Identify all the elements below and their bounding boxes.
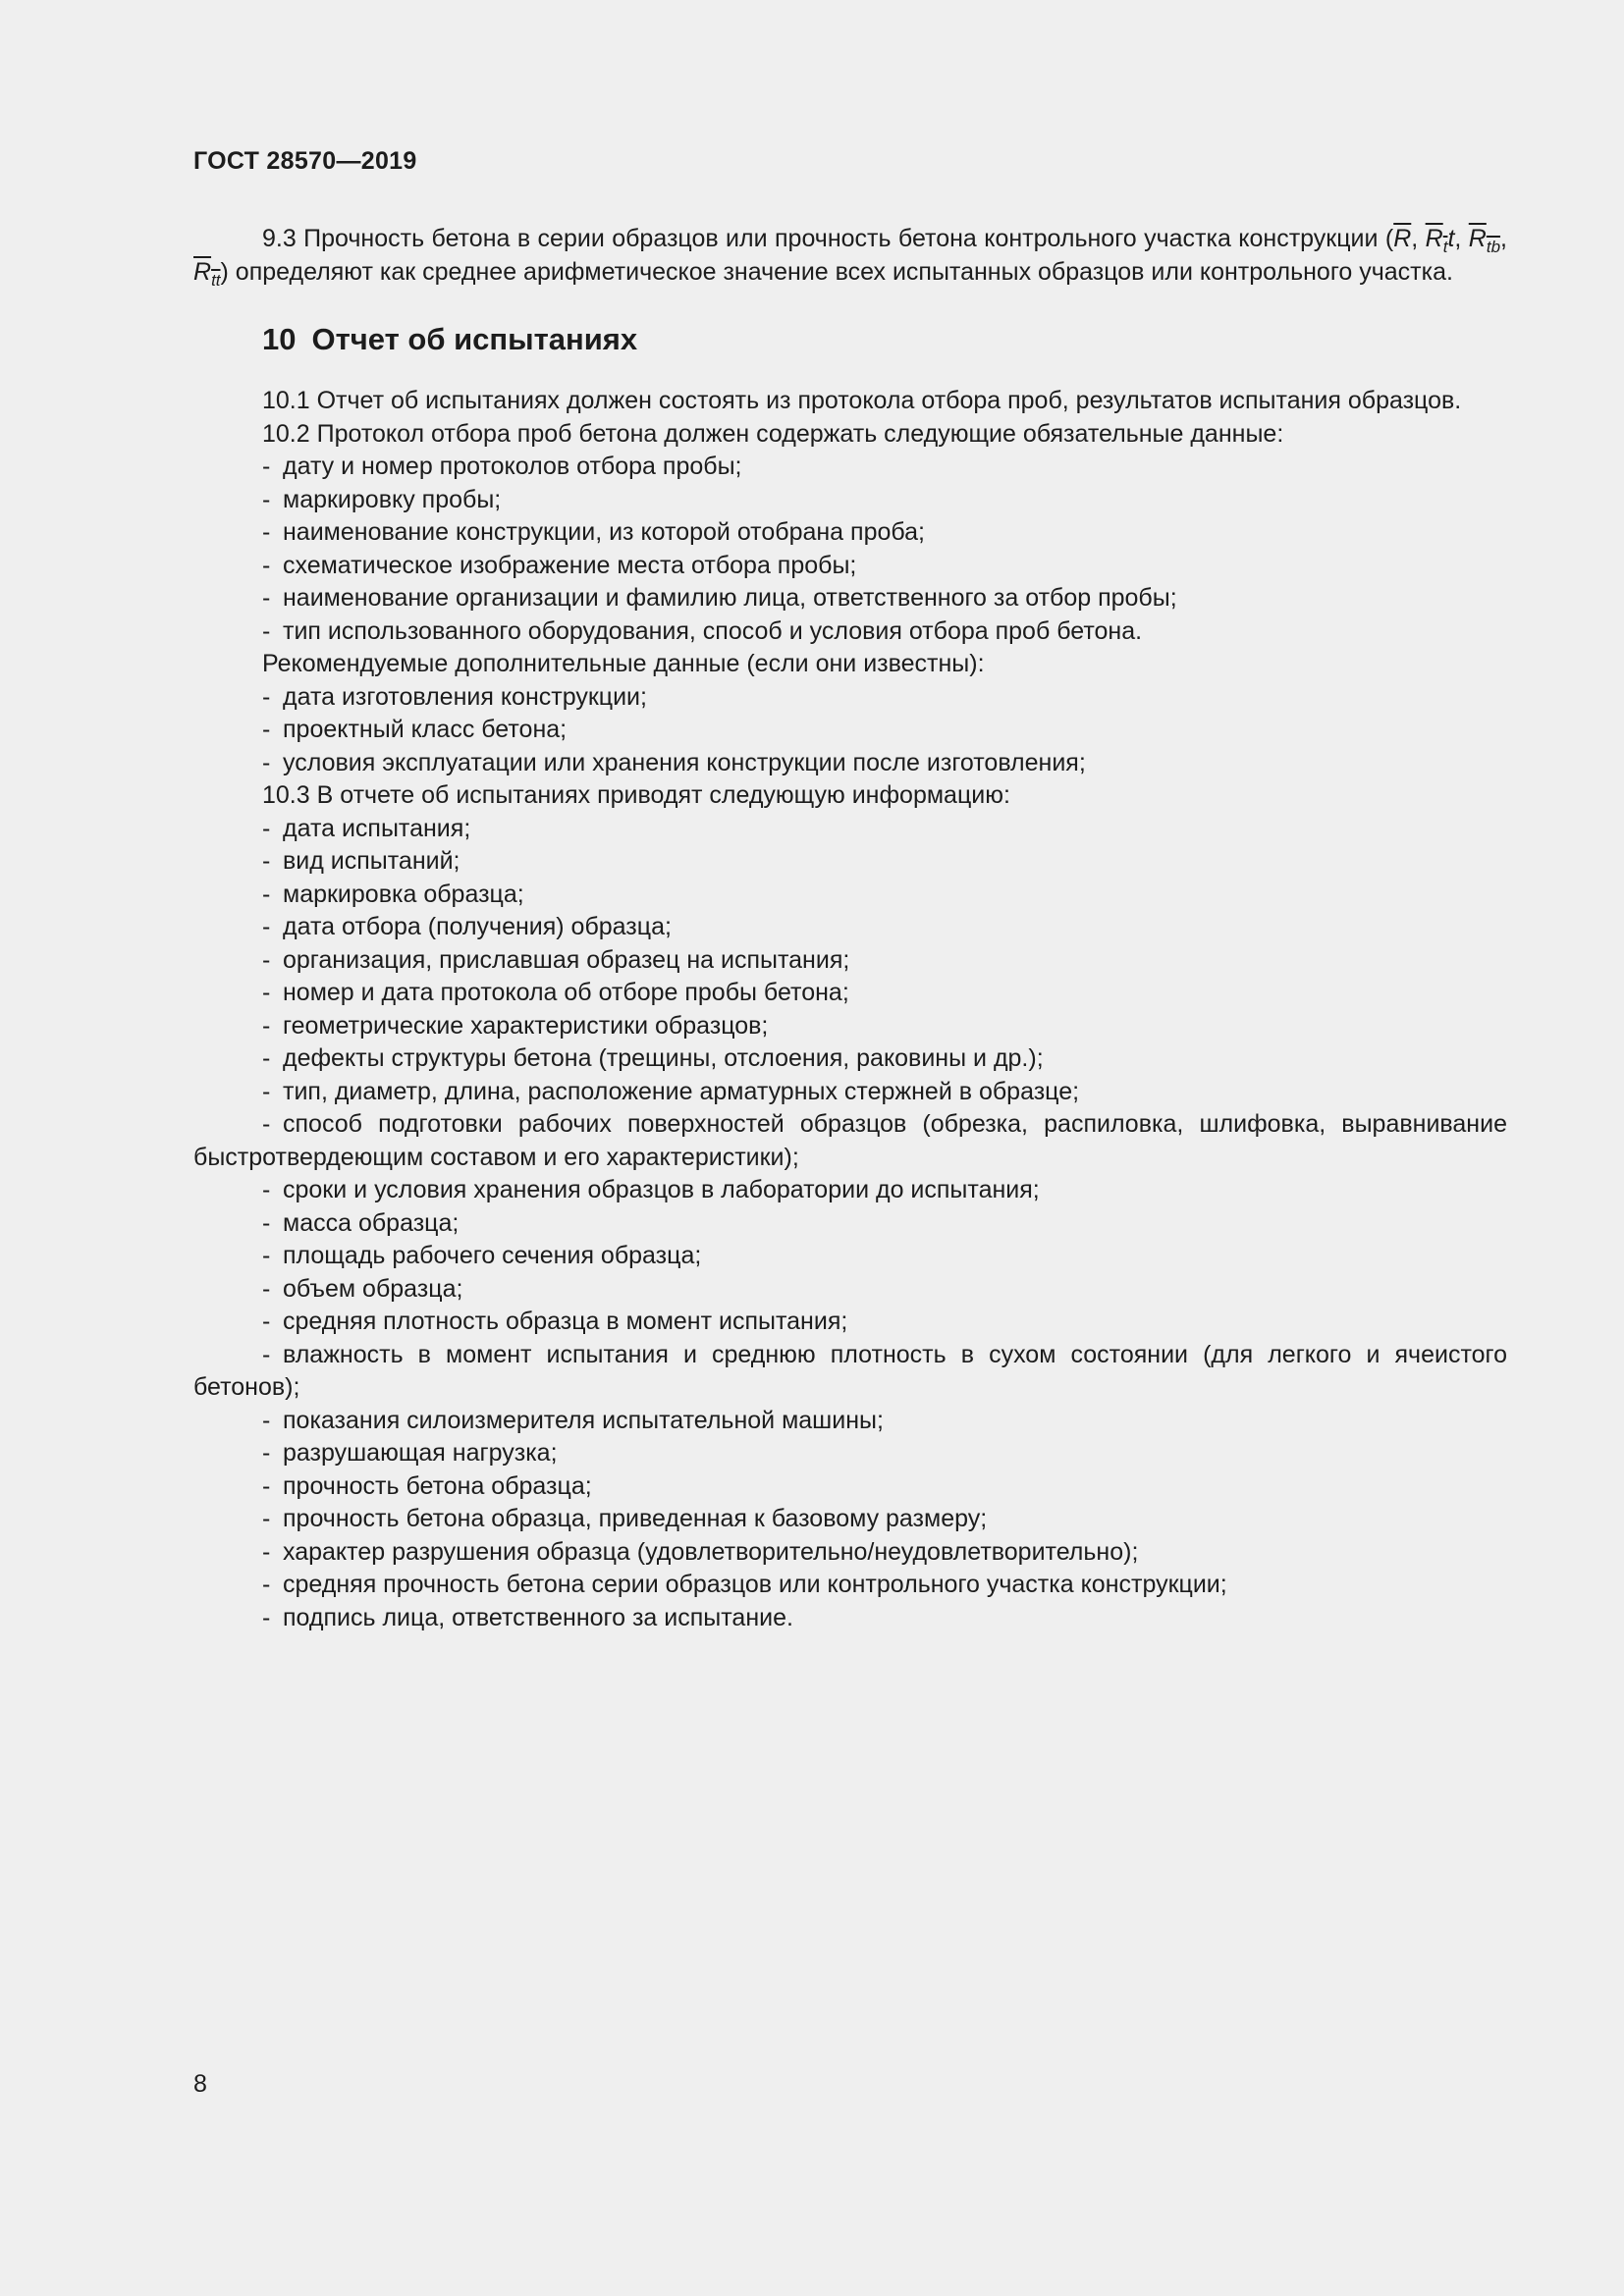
list-item-text: подпись лица, ответственного за испытание. (283, 1603, 793, 1631)
list-marker: - (262, 1439, 271, 1467)
symbol-rt-tail: t (1447, 225, 1455, 252)
section-title: Отчет об испытаниях (311, 322, 638, 356)
list-marker: - (262, 945, 271, 974)
list-marker: - (262, 1308, 271, 1335)
list-item (193, 1273, 1507, 1307)
document-body (193, 223, 1507, 1634)
paragraph-10-2: 10.2 Протокол отбора проб бетона должен содержать следующие обязательные данные: (262, 419, 1284, 448)
list-marker: - (262, 616, 271, 645)
list-item (193, 879, 1507, 912)
list-recommended (193, 681, 1507, 780)
list-item-text: дата изготовления конструкции; (283, 682, 647, 711)
list-item-text: маркировка образца; (283, 880, 524, 908)
list-item (193, 451, 1507, 484)
list-item (193, 615, 1507, 649)
list-item (193, 1108, 1507, 1174)
list-item-text: сроки и условия хранения образцов в лаборатории до испытания; (283, 1176, 1040, 1203)
paragraph-10-3: 10.3 В отчете об испытаниях приводят следующую информацию: (262, 781, 1010, 809)
list-marker: - (262, 979, 271, 1006)
list-item (193, 944, 1507, 978)
list-item (193, 582, 1507, 615)
symbol-rtt-mean: $R_{tt}$ (193, 257, 221, 290)
list-item (193, 1569, 1507, 1602)
symbol-rt-mean: $R_t$ (1425, 225, 1448, 256)
list-10-3 (193, 813, 1507, 1635)
list-item (193, 1339, 1507, 1405)
list-item (193, 813, 1507, 846)
list-marker: - (262, 453, 271, 480)
list-item-text: вид испытаний; (283, 847, 460, 875)
page-number: 8 (193, 2070, 207, 2098)
list-item-text: номер и дата протокола об отборе пробы бетона; (283, 979, 849, 1006)
list-item-text: наименование организации и фамилию лица, ответственного за отбор пробы; (283, 584, 1177, 612)
paragraph-10-1: 10.1 Отчет об испытаниях должен состоять из протокола отбора проб, результатов испытания образцов. (262, 387, 1462, 414)
list-item-text: влажность в момент испытания и среднюю плотность в сухом состоянии (для легкого и ячеистого бетонов); (193, 1340, 1507, 1401)
list-item (193, 1240, 1507, 1273)
list-item (193, 681, 1507, 715)
list-item (193, 714, 1507, 747)
list-item-text: объем образца; (283, 1274, 463, 1303)
recommended-data-intro: Рекомендуемые дополнительные данные (если они известны): (262, 650, 985, 677)
list-item (193, 1405, 1507, 1438)
list-item (193, 911, 1507, 944)
list-marker: - (262, 1537, 271, 1566)
list-item (193, 977, 1507, 1010)
list-marker: - (262, 1603, 271, 1631)
list-marker: - (262, 880, 271, 908)
symbol-rtb-mean: $R_{tb}$ (1468, 225, 1501, 256)
paragraph-9-3: 9.3 Прочность бетона в серии образцов или прочность бетона контрольного участка конструкции ($\overline{R}$, $R_tt$, $R_{tb}$, $R_{tt}$) определяют как среднее арифметическое значение всех испытанных образцов или контрольного участка. (193, 225, 1507, 290)
list-item (193, 1174, 1507, 1207)
list-marker: - (262, 1110, 271, 1138)
list-marker: - (262, 913, 271, 940)
list-item (193, 1076, 1507, 1109)
list-item-text: прочность бетона образца, приведенная к базовому размеру; (283, 1505, 988, 1532)
list-marker: - (262, 1406, 271, 1434)
list-marker: - (262, 584, 271, 612)
list-item-text: маркировку пробы; (283, 485, 502, 513)
list-marker: - (262, 682, 271, 711)
list-marker: - (262, 485, 271, 513)
list-item-text: дата отбора (получения) образца; (283, 913, 672, 940)
list-marker: - (262, 1011, 271, 1040)
list-item (193, 1306, 1507, 1339)
list-item (193, 1207, 1507, 1241)
list-item-text: организация, приславшая образец на испытания; (283, 945, 850, 974)
list-marker: - (262, 847, 271, 875)
list-marker: - (262, 1340, 271, 1368)
section-10-heading (262, 320, 1507, 359)
list-item-text: условия эксплуатации или хранения конструкции после изготовления; (283, 748, 1086, 776)
paragraph-9-3-text-start: 9.3 Прочность бетона в серии образцов или прочность бетона контрольного участка конструкции ( (262, 225, 1394, 252)
list-item-text: дата испытания; (283, 814, 471, 842)
list-item (193, 516, 1507, 550)
list-item-text: схематическое изображение места отбора пробы; (283, 551, 857, 579)
list-item (193, 1602, 1507, 1635)
list-item-text: средняя прочность бетона серии образцов или контрольного участка конструкции; (283, 1571, 1227, 1598)
list-item-text: характер разрушения образца (удовлетворительно/неудовлетворительно); (283, 1537, 1139, 1566)
list-item-text: разрушающая нагрузка; (283, 1439, 558, 1467)
list-marker: - (262, 1274, 271, 1303)
list-item-text: тип, диаметр, длина, расположение арматурных стержней в образце; (283, 1077, 1080, 1105)
list-item (193, 747, 1507, 780)
list-item-text: геометрические характеристики образцов; (283, 1011, 769, 1040)
list-item (193, 1042, 1507, 1076)
list-item (193, 1010, 1507, 1043)
list-item-text: масса образца; (283, 1208, 460, 1237)
list-marker: - (262, 748, 271, 776)
document-code-header: ГОСТ 28570—2019 (193, 147, 417, 175)
list-item-text: дефекты структуры бетона (трещины, отслоения, раковины и др.); (283, 1044, 1044, 1072)
list-item-text: площадь рабочего сечения образца; (283, 1242, 702, 1269)
section-number: 10 (262, 322, 297, 356)
list-marker: - (262, 1044, 271, 1072)
symbol-r-mean: $\overline{R}$ (1393, 225, 1412, 252)
list-marker: - (262, 518, 271, 546)
list-item (193, 1437, 1507, 1470)
list-item (193, 1536, 1507, 1570)
list-item (193, 550, 1507, 583)
list-item (193, 1470, 1507, 1504)
list-marker: - (262, 814, 271, 842)
list-item-text: проектный класс бетона; (283, 716, 568, 743)
list-marker: - (262, 1242, 271, 1269)
list-item (193, 1503, 1507, 1536)
list-item-text: дату и номер протоколов отбора пробы; (283, 453, 742, 480)
list-item (193, 845, 1507, 879)
list-item-text: показания силоизмерителя испытательной машины; (283, 1406, 884, 1434)
list-marker: - (262, 1176, 271, 1203)
list-marker: - (262, 1571, 271, 1598)
list-item-text: способ подготовки рабочих поверхностей образцов (обрезка, распиловка, шлифовка, выравнивание быстротвердеющим составом и его характеристики); (193, 1110, 1507, 1171)
list-item-text: наименование конструкции, из которой отобрана проба; (283, 518, 925, 546)
list-marker: - (262, 1208, 271, 1237)
list-marker: - (262, 1077, 271, 1105)
list-item-text: тип использованного оборудования, способ и условия отбора проб бетона. (283, 616, 1143, 645)
paragraph-9-3-text-end: ) определяют как среднее арифметическое значение всех испытанных образцов или контрольного участка. (220, 257, 1453, 286)
list-10-2 (193, 451, 1507, 648)
list-marker: - (262, 551, 271, 579)
list-marker: - (262, 1505, 271, 1532)
list-item-text: средняя плотность образца в момент испытания; (283, 1308, 848, 1335)
list-marker: - (262, 1471, 271, 1500)
list-item (193, 484, 1507, 517)
list-marker: - (262, 716, 271, 743)
list-item-text: прочность бетона образца; (283, 1471, 592, 1500)
